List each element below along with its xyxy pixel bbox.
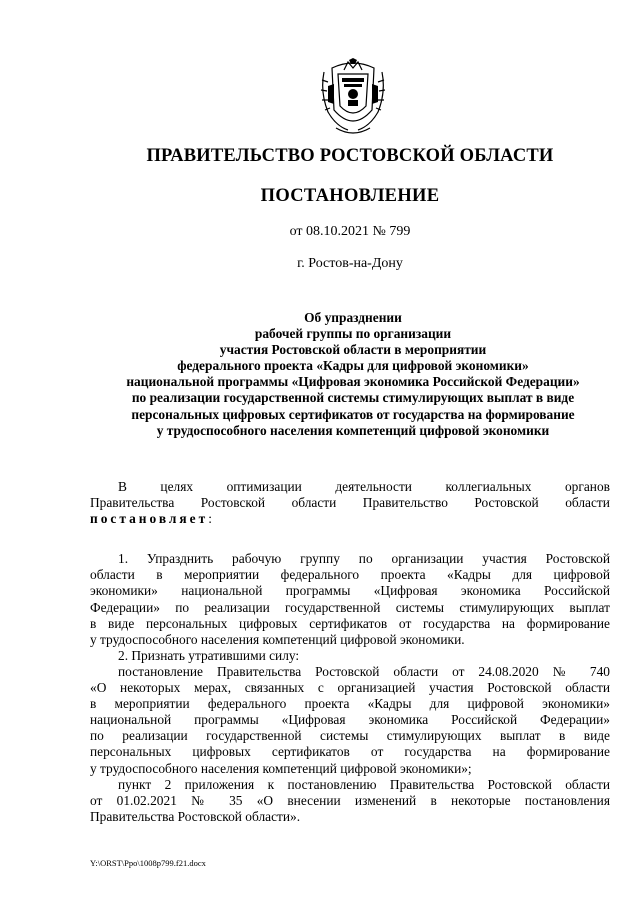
paragraph-line: 1. Упразднить рабочую группу по организации участия Ростовской <box>118 551 610 567</box>
word: Правительство <box>362 495 448 511</box>
word: Ростовской <box>474 495 539 511</box>
word: оптимизации <box>226 479 302 494</box>
paragraph-line: от 01.02.2021 № 35 «О внесении изменений в некоторые постановления <box>90 792 610 808</box>
paragraph-line: «О некоторых мерах, связанных с организацией участия Ростовской области <box>90 680 610 696</box>
paragraph-line: области в мероприятии федерального проекта «Кадры для цифровой <box>90 567 610 583</box>
heading-line: у трудоспособного населения компетенций цифровой экономики <box>156 422 550 438</box>
word: деятельности <box>335 479 412 494</box>
coat-of-arms-emblem <box>318 58 388 138</box>
document-heading <box>88 310 618 439</box>
paragraph-line: у трудоспособного населения компетенций цифровой экономики. <box>90 631 465 647</box>
preamble-line <box>90 479 610 495</box>
paragraph-line: пункт 2 приложения к постановлению Правительства Ростовской области <box>118 776 610 792</box>
word: целях <box>160 479 194 494</box>
word: органов <box>564 479 610 494</box>
preamble-line <box>90 495 610 511</box>
paragraph-line: по реализации государственной системы стимулирующих выплат в виде <box>90 728 610 744</box>
decree-colon: : <box>208 511 212 527</box>
decree-line <box>90 511 610 527</box>
spacer <box>90 527 610 551</box>
heading-line: национальной программы «Цифровая экономика Российской Федерации» <box>126 374 580 390</box>
word: Ростовской <box>200 495 266 511</box>
heading-line: федерального проекта «Кадры для цифровой экономики» <box>177 358 529 374</box>
paragraph-line: в мероприятии федерального проекта «Кадры для цифровой экономики» <box>90 696 610 712</box>
paragraph-line: Федерации» по реализации государственной системы стимулирующих выплат <box>90 599 610 615</box>
item-2a <box>90 664 610 777</box>
preamble <box>90 479 610 527</box>
item-2b <box>90 777 610 825</box>
heading-line: персональных цифровых сертификатов от государства на формирование <box>131 406 575 422</box>
word: области <box>291 495 337 511</box>
document-body <box>90 479 610 825</box>
government-title: ПРАВИТЕЛЬСТВО РОСТОВСКОЙ ОБЛАСТИ <box>146 146 554 166</box>
word: коллегиальных <box>445 479 532 494</box>
date-and-number: от 08.10.2021 № 799 <box>289 224 411 239</box>
word: В <box>118 479 127 494</box>
word: области <box>565 495 610 511</box>
document-type: ПОСТАНОВЛЕНИЕ <box>260 186 440 206</box>
decree-word: постановляет <box>90 511 209 527</box>
paragraph-line: постановление Правительства Ростовской области от 24.08.2020 № 740 <box>118 663 610 679</box>
word: Правительства <box>90 495 175 511</box>
city: г. Ростов-на-Дону <box>297 256 403 271</box>
paragraph-line: экономики» национальной программы «Цифровая экономика Российской <box>90 583 610 599</box>
item-1 <box>90 551 610 648</box>
heading-line: рабочей группы по организации <box>254 326 452 342</box>
paragraph-line: Правительства Ростовской области». <box>90 808 301 824</box>
file-path-footer: Y:\ORST\Ppo\1008p799.f21.docx <box>90 858 206 868</box>
heading-line: по реализации государственной системы стимулирующих выплат в виде <box>131 390 575 406</box>
paragraph-line: у трудоспособного населения компетенций цифровой экономики»; <box>90 760 472 776</box>
paragraph-line: персональных цифровых сертификатов от государства на формирование <box>90 744 610 760</box>
heading-line: участия Ростовской области в мероприятии <box>219 342 487 358</box>
heading-line: Об упразднении <box>304 310 402 325</box>
item-2-label: 2. Признать утратившими силу: <box>118 647 300 663</box>
paragraph-line: в виде персональных цифровых сертификатов от государства на формирование <box>90 615 610 631</box>
paragraph-line: национальной программы «Цифровая экономика Российской Федерации» <box>90 712 610 728</box>
